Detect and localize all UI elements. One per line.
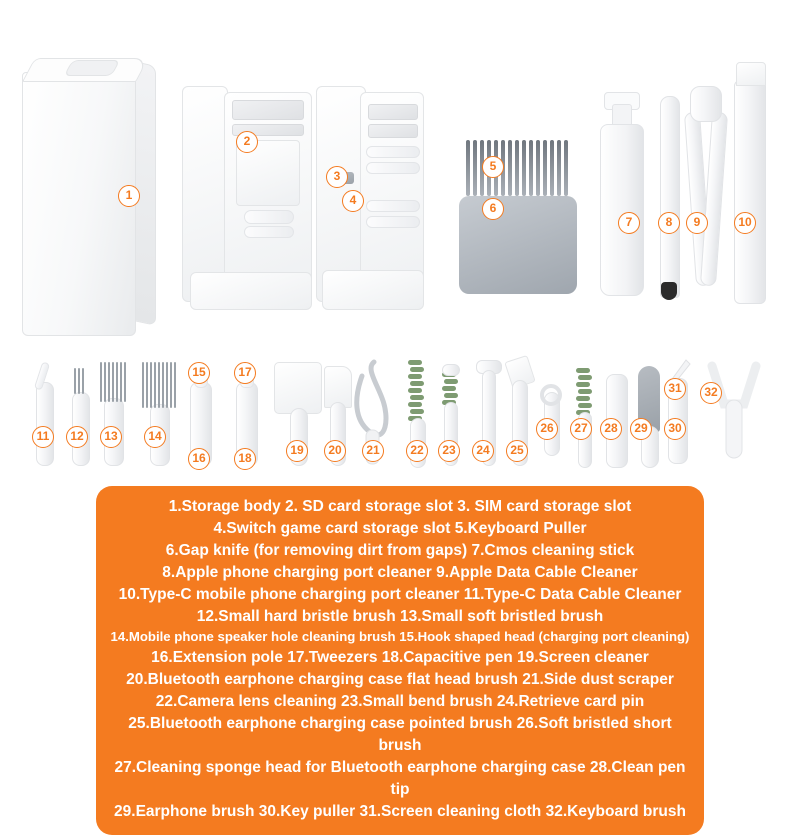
callout-11: 11 bbox=[32, 426, 54, 448]
soft-short-brush-loop bbox=[538, 382, 564, 408]
callout-15: 15 bbox=[188, 362, 210, 384]
gap-knife-body bbox=[459, 196, 577, 294]
case-right-body bbox=[360, 92, 424, 298]
callout-3: 3 bbox=[326, 166, 348, 188]
case-right-tool-c bbox=[366, 200, 420, 212]
callout-18: 18 bbox=[234, 448, 256, 470]
case-left-tool-a bbox=[244, 210, 294, 224]
callout-12: 12 bbox=[66, 426, 88, 448]
speaker-hole-brush-bristles bbox=[142, 362, 178, 408]
legend-line-4: 8.Apple phone charging port cleaner 9.Apple Data Cable Cleaner bbox=[162, 564, 638, 581]
screen-cleaner-head bbox=[274, 362, 322, 414]
small-bend-brush-spiral bbox=[442, 372, 458, 406]
legend-line-3: 6.Gap knife (for removing dirt from gaps) 7.Cmos cleaning stick bbox=[165, 542, 635, 559]
callout-14: 14 bbox=[144, 426, 166, 448]
callout-4: 4 bbox=[342, 190, 364, 212]
legend-line-10: 22.Camera lens cleaning 23.Small bend brush 24.Retrieve card pin bbox=[155, 692, 645, 710]
callout-13: 13 bbox=[100, 426, 122, 448]
legend-line-13: 29.Earphone brush 30.Key puller 31.Screen cleaning cloth 32.Keyboard brush bbox=[114, 802, 686, 820]
legend-line-2: 4.Switch game card storage slot 5.Keyboard Puller bbox=[213, 520, 587, 537]
case-left-slot-top bbox=[232, 100, 304, 120]
sponge-head-spiral bbox=[576, 368, 592, 416]
callout-7: 7 bbox=[618, 212, 640, 234]
apple-port-cleaner-tip bbox=[661, 282, 677, 300]
case-left-base bbox=[190, 272, 312, 310]
legend-line-5: 10.Type-C mobile phone charging port cleaner 11.Type-C Data Cable Cleaner bbox=[118, 586, 682, 603]
callout-2: 2 bbox=[236, 131, 258, 153]
callout-5: 5 bbox=[482, 156, 504, 178]
callout-9: 9 bbox=[686, 212, 708, 234]
case-right-slot-a bbox=[368, 104, 418, 120]
storage-body-notch bbox=[64, 60, 121, 76]
legend-line-6: 12.Small hard bristle brush 13.Small soft bristled brush bbox=[196, 608, 604, 625]
callout-31: 31 bbox=[664, 378, 686, 400]
legend-line-7: 14.Mobile phone speaker hole cleaning brush 15.Hook shaped head (charging port cleaning) bbox=[110, 629, 690, 644]
callout-20: 20 bbox=[324, 440, 346, 462]
legend-line-12: 27.Cleaning sponge head for Bluetooth earphone charging case 28.Clean pen tip bbox=[114, 758, 686, 798]
legend-line-9: 20.Bluetooth earphone charging case flat head brush 21.Side dust scraper bbox=[126, 670, 674, 688]
callout-27: 27 bbox=[570, 418, 592, 440]
small-bend-brush-collar bbox=[442, 364, 460, 376]
small-hard-bristle-brush-bristles bbox=[74, 368, 86, 394]
callout-28: 28 bbox=[600, 418, 622, 440]
legend-line-11: 25.Bluetooth earphone charging case pointed brush 26.Soft bristled short brush bbox=[128, 714, 672, 754]
callout-8: 8 bbox=[658, 212, 680, 234]
case-right-slot-b bbox=[368, 124, 418, 138]
callout-16: 16 bbox=[188, 448, 210, 470]
callout-17: 17 bbox=[234, 362, 256, 384]
small-soft-brush-bristles bbox=[100, 362, 128, 402]
callout-22: 22 bbox=[406, 440, 428, 462]
case-right-tool-b bbox=[366, 162, 420, 174]
callout-29: 29 bbox=[630, 418, 652, 440]
callout-6: 6 bbox=[482, 198, 504, 220]
apple-cable-cleaner-joint bbox=[690, 86, 722, 122]
callout-23: 23 bbox=[438, 440, 460, 462]
callout-19: 19 bbox=[286, 440, 308, 462]
callout-24: 24 bbox=[472, 440, 494, 462]
type-c-port-cleaner-body bbox=[734, 80, 766, 304]
callout-32: 32 bbox=[700, 382, 722, 404]
keyboard-brush bbox=[706, 360, 762, 466]
cmos-cleaning-stick-bottle bbox=[600, 124, 644, 296]
case-right-base bbox=[322, 270, 424, 310]
case-left-tool-b bbox=[244, 226, 294, 238]
case-left-wing bbox=[182, 86, 228, 302]
type-c-port-cleaner-cap bbox=[736, 62, 766, 86]
case-right-tool-d bbox=[366, 216, 420, 228]
callout-25: 25 bbox=[506, 440, 528, 462]
callout-21: 21 bbox=[362, 440, 384, 462]
storage-body-front bbox=[22, 72, 136, 336]
callout-26: 26 bbox=[536, 418, 558, 440]
legend-line-8: 16.Extension pole 17.Tweezers 18.Capacitive pen 19.Screen cleaner bbox=[151, 648, 649, 666]
legend-panel bbox=[96, 486, 704, 835]
callout-30: 30 bbox=[664, 418, 686, 440]
type-c-cable-cleaner-body bbox=[36, 382, 54, 466]
callout-1: 1 bbox=[118, 185, 140, 207]
case-right-tool-a bbox=[366, 146, 420, 158]
callout-10: 10 bbox=[734, 212, 756, 234]
apple-port-cleaner-body bbox=[660, 96, 680, 298]
legend-line-1: 1.Storage body 2. SD card storage slot 3. SIM card storage slot bbox=[168, 498, 632, 515]
camera-lens-spiral bbox=[408, 360, 426, 422]
